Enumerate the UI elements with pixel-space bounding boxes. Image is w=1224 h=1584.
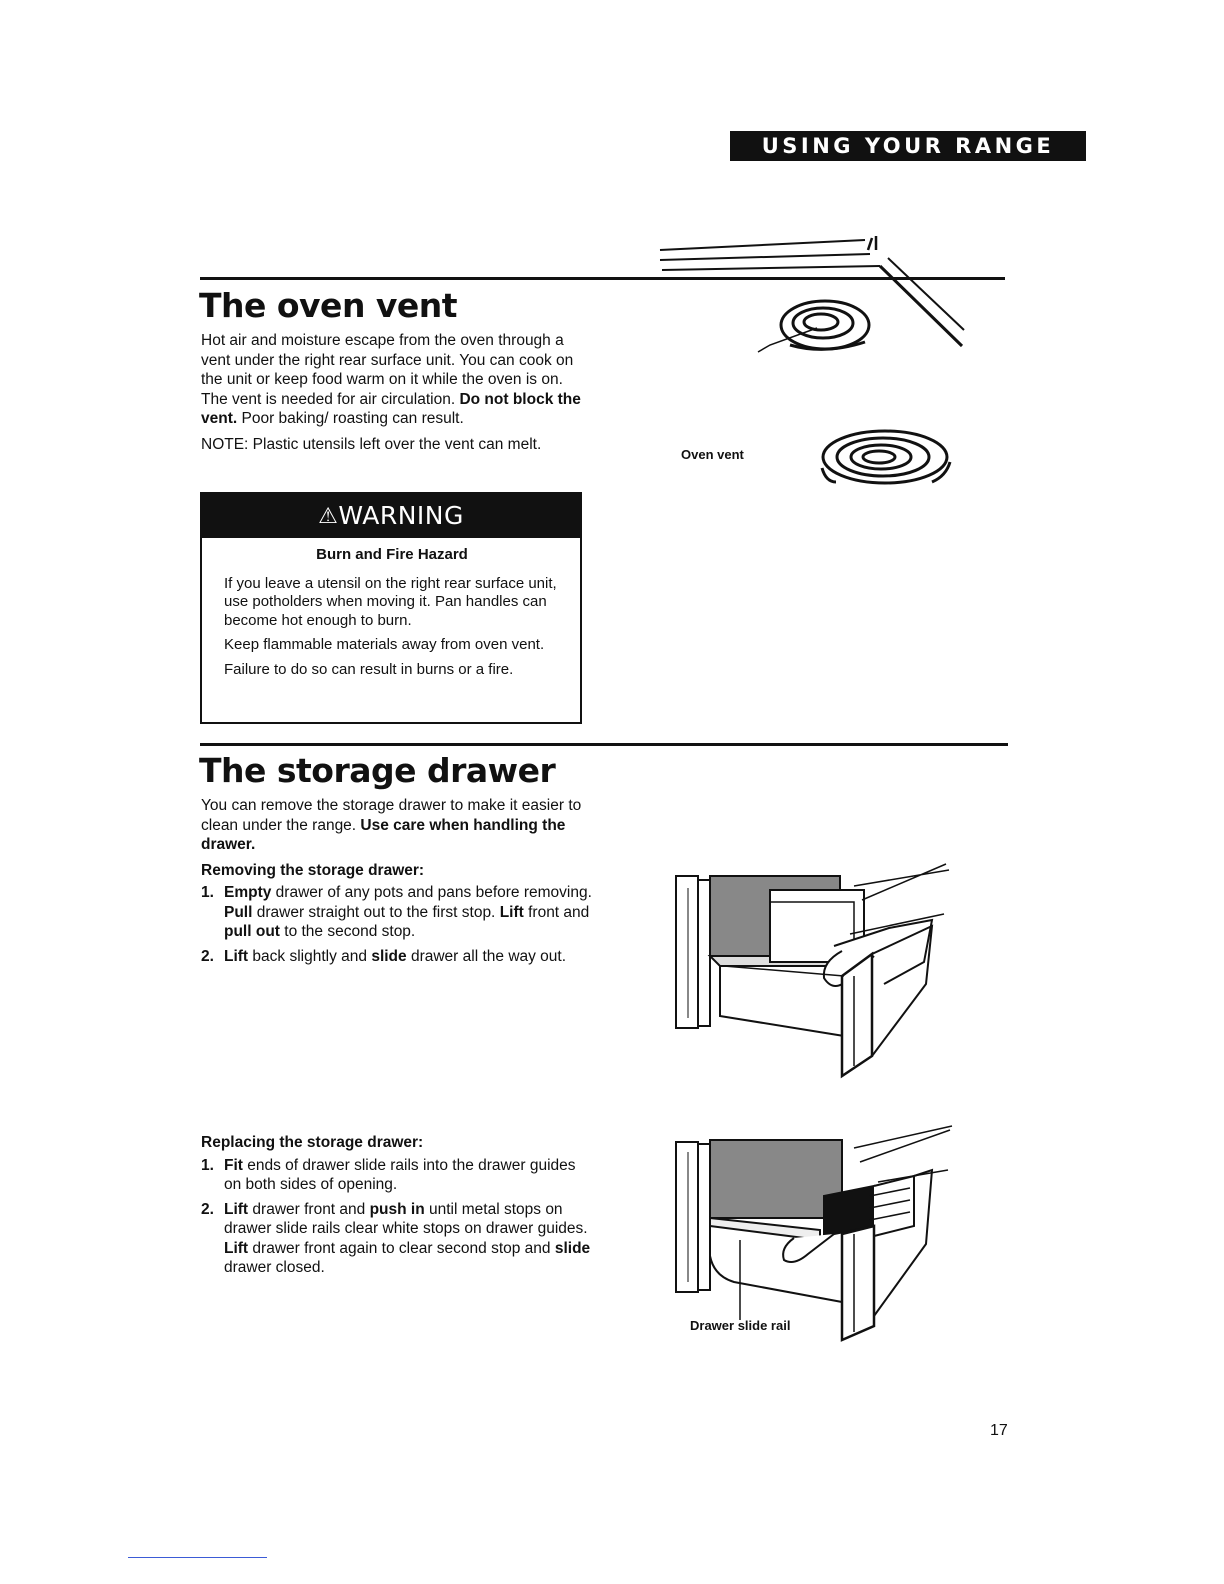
list-item xyxy=(201,883,593,942)
drawer-removal-illustration xyxy=(674,866,964,1076)
storage-drawer-intro-text: You can remove the storage drawer to make it easier to clean under the range. xyxy=(201,797,582,834)
step-keyword: slide xyxy=(371,947,407,965)
step-text: to the second stop. xyxy=(279,923,416,940)
drawer-replacement-illustration xyxy=(674,1126,964,1346)
removing-heading: Removing the storage drawer: xyxy=(201,861,425,879)
footnote-rule xyxy=(128,1557,267,1558)
oven-vent-emphasis: Do not block the vent. xyxy=(201,390,581,427)
warning-line-2: Keep flammable materials away from oven vent. xyxy=(224,636,545,653)
replacing-steps xyxy=(201,1156,593,1278)
step-number: 2. xyxy=(201,947,214,965)
storage-drawer-text xyxy=(201,796,593,971)
oven-vent-note: NOTE: Plastic utensils left over the vent can melt. xyxy=(201,435,542,453)
warning-title: WARNING xyxy=(338,501,464,530)
step-number: 1. xyxy=(201,1156,214,1174)
step-text: ends of drawer slide rails into the drawer guides on both sides of opening. xyxy=(224,1156,576,1193)
section-label: USING YOUR RANGE xyxy=(761,134,1055,158)
storage-drawer-intro-emphasis: Use care when handling the drawer. xyxy=(201,816,566,853)
drawer-slide-rail-caption: Drawer slide rail xyxy=(690,1318,791,1333)
section-rule-storage-drawer xyxy=(200,743,1008,746)
step-number: 2. xyxy=(201,1200,214,1218)
storage-drawer-title: The storage drawer xyxy=(199,751,556,790)
warning-subtitle: Burn and Fire Hazard xyxy=(316,546,468,563)
step-keyword: slide xyxy=(554,1239,591,1257)
step-keyword: Pull xyxy=(224,903,253,921)
warning-box xyxy=(200,492,582,724)
step-keyword: Lift xyxy=(224,1239,249,1257)
warning-triangle-icon: ⚠ xyxy=(318,504,339,529)
warning-header xyxy=(202,494,580,538)
list-item xyxy=(201,1200,593,1278)
list-item xyxy=(201,947,593,967)
step-text: drawer of any pots and pans before removing. xyxy=(271,884,592,901)
oven-vent-caption: Oven vent xyxy=(681,447,744,462)
list-item xyxy=(201,1156,593,1195)
step-keyword: Empty xyxy=(224,884,272,901)
step-number: 1. xyxy=(201,884,214,901)
removing-steps xyxy=(201,883,593,966)
oven-vent-text xyxy=(201,331,593,454)
warning-line-1: If you leave a utensil on the right rear surface unit, use potholders when moving it. Pan handles can become hot enough to burn. xyxy=(224,574,557,629)
step-keyword: pull out xyxy=(224,923,280,940)
step-text: until metal stops on drawer slide rails clear white stops on drawer guides. xyxy=(224,1200,588,1237)
warning-body xyxy=(202,538,580,679)
oven-vent-para-tail: Poor baking/ roasting can result. xyxy=(237,410,464,427)
section-header-bar xyxy=(730,131,1086,161)
step-text: drawer closed. xyxy=(224,1259,325,1276)
storage-drawer-intro xyxy=(201,796,593,855)
step-text: front and xyxy=(523,903,590,921)
step-keyword: push in xyxy=(369,1200,425,1218)
page-number: 17 xyxy=(990,1422,1008,1439)
oven-vent-para-text: Hot air and moisture escape from the oven through a vent under the right rear surface unit. You can cook on the unit or keep food warm on it while the oven is on. The vent is needed for air circulation. xyxy=(201,332,574,408)
oven-vent-title: The oven vent xyxy=(199,286,458,325)
step-keyword: Fit xyxy=(224,1156,243,1174)
step-text: drawer all the way out. xyxy=(406,947,567,965)
step-text: back slightly and xyxy=(248,947,372,965)
step-text: drawer front again to clear second stop and xyxy=(248,1239,555,1257)
step-text: drawer front and xyxy=(248,1200,370,1218)
warning-line-3: Failure to do so can result in burns or a fire. xyxy=(224,660,514,678)
step-keyword: Lift xyxy=(224,947,249,965)
replacing-heading: Replacing the storage drawer: xyxy=(201,1134,424,1151)
replacing-text xyxy=(201,1133,593,1283)
step-keyword: Lift xyxy=(499,903,524,921)
step-keyword: Lift xyxy=(224,1200,249,1218)
step-text: drawer straight out to the first stop. xyxy=(252,903,500,921)
oven-vent-paragraph xyxy=(201,331,593,429)
